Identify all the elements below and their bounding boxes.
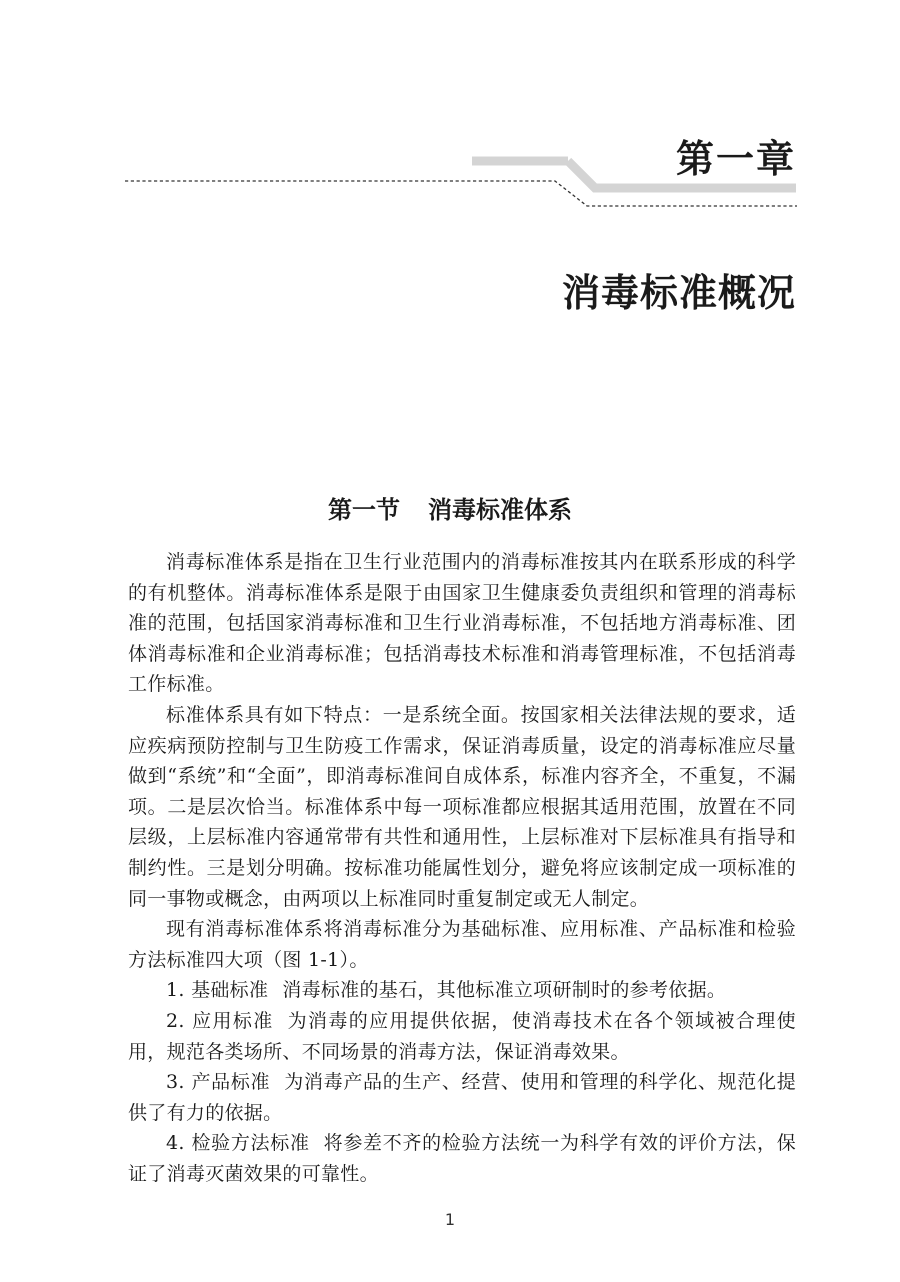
section-title: 消毒标准体系 [428, 495, 572, 524]
list-item-text: 为消毒产品的生产、经营、使用和管理的科学化、规范化提供了有力的依据。 [128, 1071, 796, 1124]
list-item [128, 1067, 796, 1128]
chapter-label: 第一章 [675, 137, 796, 181]
header-gray-band-right [568, 161, 796, 188]
list-item [128, 975, 796, 1006]
paragraph: 现有消毒标准体系将消毒标准分为基础标准、应用标准、产品标准和检验方法标准四大项（图 1-1）。 [128, 918, 796, 971]
list-item-text: 为消毒的应用提供依据，使消毒技术在各个领域被合理使用，规范各类场所、不同场景的消毒方法，保证消毒效果。 [128, 1009, 796, 1063]
list-item-title: 3. 产品标准 [166, 1071, 271, 1094]
chapter-header-decoration [0, 0, 900, 230]
paragraph: 标准体系具有如下特点：一是系统全面。按国家相关法律法规的要求，适应疾病预防控制与卫生防疫工作需求，保证消毒质量，设定的消毒标准应尽量做到“系统”和“全面”，即消毒标准间自成体系，标准内容齐全，不重复，不漏项。二是层次恰当。标准体系中每一项标准都应根据其适用范围，放置在不同层级，上层标准内容通常带有共性和通用性，上层标准对下层标准具有指导和制约性。三是划分明确。按标准功能属性划分，避免将应该制定成一项标准的同一事物或概念，由两项以上标准同时重复制定或无人制定。 [128, 703, 796, 910]
list-item [128, 1128, 796, 1189]
section-heading [0, 490, 900, 525]
paragraph: 消毒标准体系是指在卫生行业范围内的消毒标准按其内在联系形成的科学的有机整体。消毒标准体系是限于由国家卫生健康委负责组织和管理的消毒标准的范围，包括国家消毒标准和卫生行业消毒标准，不包括地方消毒标准、团体消毒标准和企业消毒标准；包括消毒技术标准和消毒管理标准，不包括消毒工作标准。 [128, 551, 796, 696]
list-item-title: 2. 应用标准 [166, 1009, 274, 1032]
chapter-title: 消毒标准概况 [561, 271, 796, 315]
list-item-title: 4. 检验方法标准 [166, 1132, 310, 1155]
list-item-text: 将参差不齐的检验方法统一为科学有效的评价方法，保证了消毒灭菌效果的可靠性。 [128, 1132, 796, 1185]
list-item-text: 消毒标准的基石，其他标准立项研制时的参考依据。 [282, 979, 727, 1002]
page-number: 1 [444, 1210, 456, 1229]
list-item-title: 1. 基础标准 [166, 979, 269, 1002]
list-item [128, 1006, 796, 1067]
body-text [128, 547, 796, 1189]
section-number: 第一节 [328, 495, 400, 524]
